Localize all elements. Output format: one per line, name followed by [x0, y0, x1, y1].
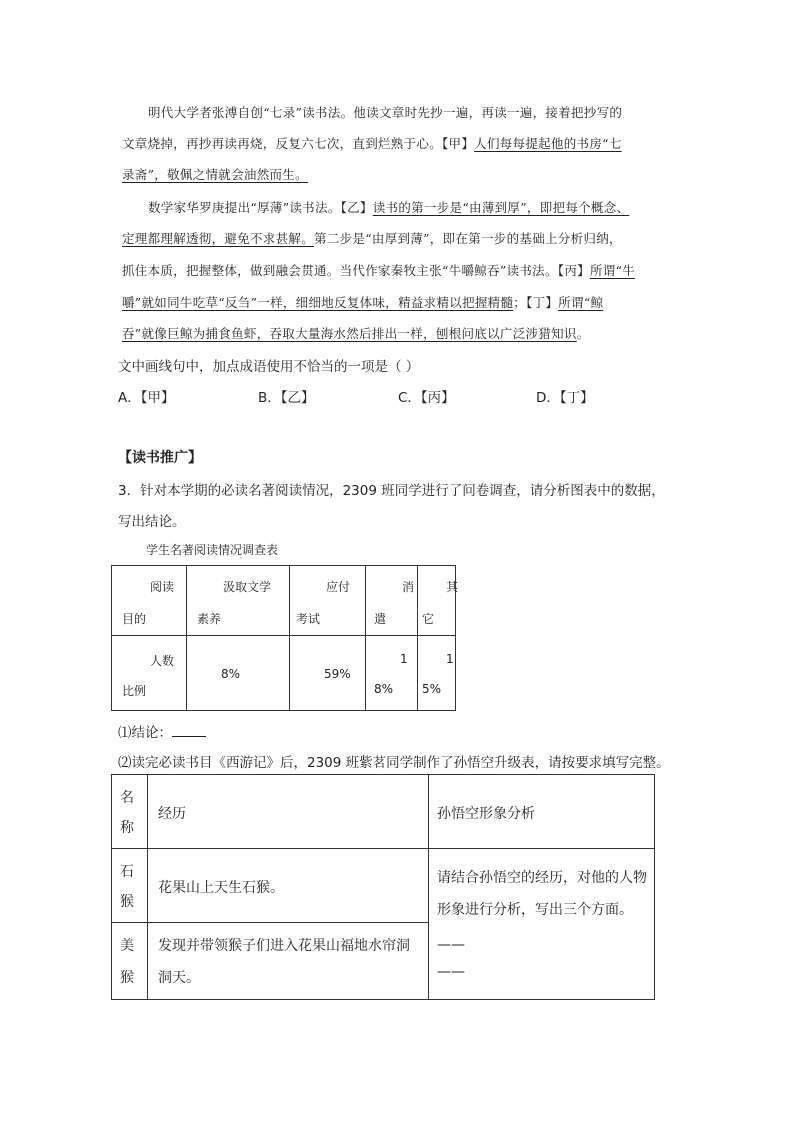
- passage-line-6: [122, 261, 635, 279]
- survey-col-literacy: 汲取文学 素养: [187, 566, 290, 636]
- survey-col-other: 其 它: [418, 566, 456, 636]
- underlined-sentence-yi-end: 定理都理解透彻，避免不求甚解。: [122, 231, 315, 246]
- sub-question-2: ⑵读完必读书目《西游记》后，2309 班紫茗同学制作了孙悟空升级表，请按要求填写完整。: [118, 755, 670, 771]
- passage-line-7: [122, 293, 603, 311]
- question-3-stem-line-2: 写出结论。: [118, 514, 186, 530]
- analysis-blank-1[interactable]: ——: [437, 937, 465, 953]
- passage-line-3: 录斋”，敬佩之情就会油然而生。: [122, 167, 308, 182]
- conclusion-blank[interactable]: [172, 724, 206, 737]
- underlined-sentence-jia: 人们每每提起他的书房“七: [474, 136, 622, 151]
- upgrade-row-stone-monkey-experience: 花果山上天生石猴。: [148, 849, 429, 923]
- upgrade-header-experience: 经历: [148, 775, 429, 849]
- upgrade-table: [111, 774, 655, 1000]
- passage-line-7b: ；【丁】: [513, 295, 559, 310]
- survey-header-purpose: 阅读 目的: [112, 566, 187, 636]
- upgrade-analysis-cell[interactable]: 请结合孙悟空的经历，对他的人物 形象进行分析，写出三个方面。 —— ——: [429, 849, 655, 1000]
- underlined-sentence-ding: 所谓“鲸: [558, 295, 604, 310]
- sub-question-1: [118, 721, 206, 741]
- underlined-sentence-ding-end: 吞”就像巨鲸为捕食鱼虾，吞取大量海水然后排出一样，刨根问底以广泛涉猎知识: [122, 326, 577, 341]
- survey-value-leisure: 1 8%: [366, 636, 418, 711]
- passage-line-5b: 第二步是“由厚到薄”，即在第一步的基础上分析归纳，: [314, 231, 622, 246]
- question-2-stem: 文中画线句中，加点成语使用不恰当的一项是（ ）: [118, 359, 420, 375]
- survey-table-title: 学生名著阅读情况调查表: [146, 543, 279, 557]
- upgrade-row-stone-monkey-name: 石 猴: [112, 849, 148, 923]
- sub-question-1-label: ⑴结论：: [118, 725, 172, 741]
- passage-line-1: 明代大学者张溥自创“七录”读书法。他读文章时先抄一遍，再读一遍，接着把抄写的: [148, 105, 623, 120]
- survey-header-ratio: 人数 比例: [112, 636, 187, 711]
- upgrade-row-handsome-monkey-name: 美 猴: [112, 923, 148, 1000]
- survey-value-other: 1 5%: [418, 636, 456, 711]
- question-3-stem-line-1: 3．针对本学期的必读名著阅读情况，2309 班同学进行了问卷调查，请分析图表中的数据，: [118, 483, 665, 499]
- upgrade-row-handsome-monkey-experience: 发现并带领猴子们进入花果山福地水帘洞 洞天。: [148, 923, 429, 1000]
- upgrade-header-analysis: 孙悟空形象分析: [429, 775, 655, 849]
- passage-line-8: [122, 324, 590, 342]
- survey-value-literacy: 8%: [187, 636, 290, 711]
- option-c[interactable]: C．【丙】: [398, 390, 455, 406]
- survey-col-exam: 应付 考试: [290, 566, 366, 636]
- passage-line-6a: 抓住本质，把握整体，做到融会贯通。当代作家秦牧主张“牛嚼鲸吞”读书法。【丙】: [122, 263, 590, 278]
- section-title: 【读书推广】: [118, 450, 202, 466]
- passage-line-2: [122, 134, 622, 152]
- underlined-sentence-yi: 读书的第一步是“由薄到厚”，即把每个概念、: [372, 200, 630, 215]
- passage-line-4a: 数学家华罗庚提出“厚薄”读书法。【乙】: [148, 200, 373, 215]
- passage-line-5: [122, 229, 622, 247]
- option-b[interactable]: B．【乙】: [258, 390, 315, 406]
- underlined-sentence-bing: 所谓“牛: [589, 263, 636, 278]
- option-a[interactable]: A．【甲】: [118, 390, 175, 406]
- passage-line-2a: 文章烧掉，再抄再读再烧，反复六七次，直到烂熟于心。【甲】: [122, 136, 475, 151]
- upgrade-header-name: 名 称: [112, 775, 148, 849]
- passage-line-8-end: 。: [576, 326, 590, 341]
- analysis-blank-2[interactable]: ——: [437, 964, 465, 980]
- passage-line-4: [148, 198, 629, 216]
- underlined-sentence-bing-end: 嚼”就如同牛吃草“反刍”一样，细细地反复体味，精益求精以把握精髓: [122, 295, 514, 310]
- survey-col-leisure: 消 遣: [366, 566, 418, 636]
- survey-table: [111, 565, 459, 711]
- option-d[interactable]: D．【丁】: [536, 390, 594, 406]
- survey-value-exam: 59%: [290, 636, 366, 711]
